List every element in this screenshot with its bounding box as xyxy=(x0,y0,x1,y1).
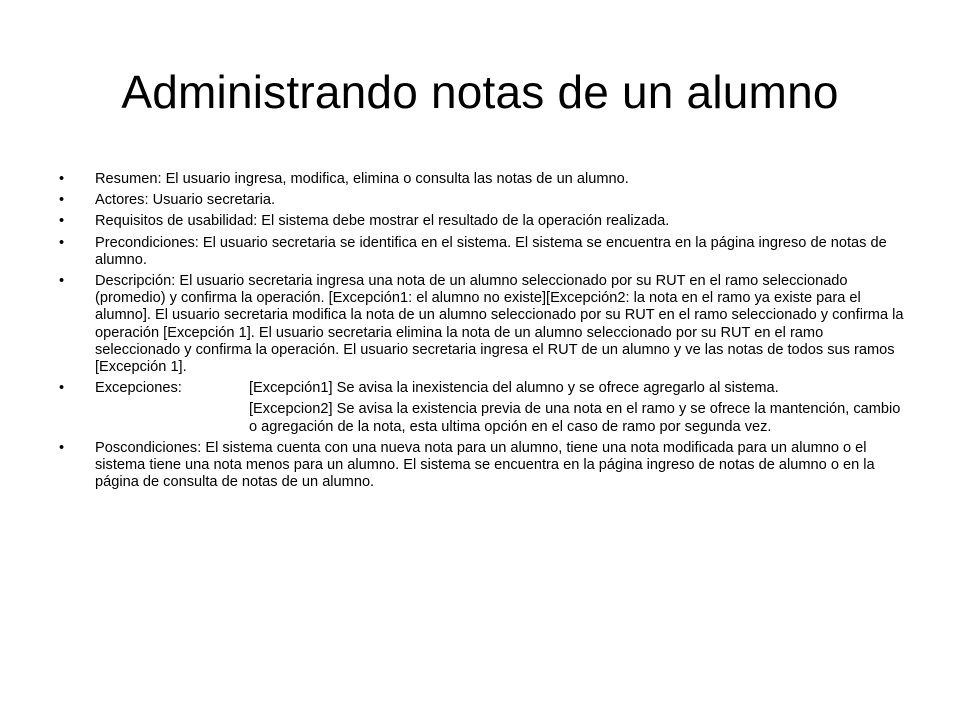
bullet-excepciones xyxy=(59,380,911,436)
bullet-text: Resumen: El usuario ingresa, modifica, elimina o consulta las notas de un alumno. xyxy=(95,171,629,187)
bullet-icon: • xyxy=(59,213,65,230)
exception-2-text: [Excepcion2] Se avisa la existencia previa de una nota en el ramo y se ofrece la mantención, cambio o agregación de la nota, esta ultima opción en el caso de ramo por segunda vez. xyxy=(249,401,901,435)
bullet-poscondiciones xyxy=(59,439,911,492)
exceptions-label: Excepciones: xyxy=(95,380,182,397)
exception-1-text: [Excepción1] Se avisa la inexistencia del alumno y se ofrece agregarlo al sistema. xyxy=(249,380,779,397)
bullet-precondiciones xyxy=(59,234,911,269)
bullet-text: Descripción: El usuario secretaria ingresa una nota de un alumno seleccionado por su RUT en el ramo seleccionado (promedio) y confirma la operación. [Excepción1: el alumno no existe][Excepción2: la nota en el ramo ya existe para el alumno]. El usuario secretaria modifica la nota de un alumno seleccionado por su RUT en el ramo seleccionado y confirma la operación [Excepción 1]. El usuario secretaria elimina la nota de un alumno seleccionado por su RUT en el ramo seleccionado y confirma la operación. El usuario secretaria ingresa el RUT de un alumno y ve las notas de todos sus ramos [Excepción 1]. xyxy=(95,273,904,376)
bullet-text: Poscondiciones: El sistema cuenta con una nueva nota para un alumno, tiene una nota modificada para un alumno o el sistema tiene una nota menos para un alumno. El sistema se encuentra en la página ingreso de notas de alumno o en la página de consulta de notas de un alumno. xyxy=(95,439,875,491)
bullet-text: Requisitos de usabilidad: El sistema debe mostrar el resultado de la operación realizada. xyxy=(95,213,670,230)
exception-row-1 xyxy=(95,380,911,397)
bullet-actores xyxy=(59,192,911,209)
bullet-list xyxy=(59,171,911,495)
bullet-resumen xyxy=(59,171,911,188)
bullet-icon: • xyxy=(59,380,65,397)
bullet-requisitos xyxy=(59,213,911,230)
bullet-icon: • xyxy=(59,171,65,187)
bullet-icon: • xyxy=(59,273,65,290)
slide-title: Administrando notas de un alumno xyxy=(121,66,839,118)
bullet-descripcion xyxy=(59,273,911,376)
bullet-text: Actores: Usuario secretaria. xyxy=(95,192,276,209)
bullet-text: Precondiciones: El usuario secretaria se identifica en el sistema. El sistema se encuentra en la página ingreso de notas de alumno. xyxy=(95,234,887,268)
bullet-icon: • xyxy=(59,234,65,251)
bullet-icon: • xyxy=(59,439,65,456)
bullet-icon: • xyxy=(59,192,65,209)
